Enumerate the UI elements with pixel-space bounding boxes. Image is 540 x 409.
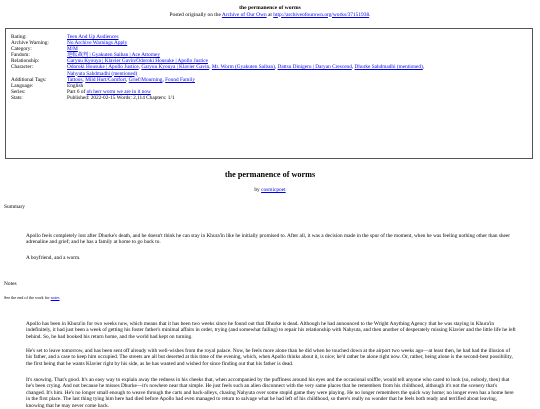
tag-link[interactable]: Grief/Mourning: [128, 76, 163, 83]
summary-paragraph: A boyfriend, and a worm.: [26, 255, 81, 261]
rating-link[interactable]: Teen And Up Audiences: [67, 34, 119, 40]
rating-label: Rating:: [11, 34, 27, 40]
stats-label: Stats:: [11, 94, 23, 101]
character-link[interactable]: Dhurke Sahdmadhi (mentioned): [354, 64, 423, 71]
category-label: Category:: [11, 46, 32, 53]
character-link[interactable]: Nahyuta Sahdmadhi (mentioned): [67, 70, 138, 77]
header-title: the permanence of worms: [239, 5, 301, 11]
meta-row-tags: Additional Tags: Tattoos, Mild Hurt/Comfort, Grief/Mourning, Found Family: [11, 76, 195, 83]
language-value: English: [67, 82, 84, 89]
warning-link[interactable]: No Archive Warnings Apply: [67, 40, 128, 47]
work-url-link[interactable]: http://archiveofourown.org/works/37151938: [273, 11, 370, 18]
meta-row-series: Series: Part 6 of oh herr worm we are in it now: [11, 88, 151, 95]
body-paragraph: He's set to leave tomorrow, and has been sent off already with well-wishes from the royal palace. Now, he feels more alone than he did when he touched down at the airport two weeks ago—at least then, he had had the illusion of his father, and a case to keep him occupied. The streets are all but deserted at this time of the evening, which, when Apollo thinks about it, is nice; he'd rather be alone right now. Or, rather, being alone is the second-best possibility, the first being that he wants Klavier right by his side, as he has wanted and wished for since finding out that his father is dead.: [26, 348, 513, 367]
body-paragraph: It's snowing. That's good. It's an easy way to explain away the redness in his cheeks that, when accompanied by the puffiness around his eyes and the occasional sniffle, would tell anyone who cared to look (so, nobody, then) that he's been crying. And not because he misses Dhurke—it's nowhere near that simple. He just feels such an alien disconnect with the very same places that he remembers from his childhood, although it's not the scenery that's changed. It's him. He's no longer small enough to weave through the carts and back-alleys, chasing Nahyuta over some stupid game they were playing. He no longer remembers the quick way home; no longer even has a home here in the first place. The last thing tying him here had died before Apollo had even managed to return to salvage what he had left of his childhood, so there's really no wonder that he feels both ready and terrified about leaving, knowing that he may never come back.: [26, 377, 514, 409]
fandom-link[interactable]: 逆転裁判 | Gyakuten Saiban | Ace Attorney: [67, 52, 161, 59]
character-link[interactable]: Garyuu Kyouya | Klavier Gavin: [141, 64, 210, 71]
work-meta-box: [5, 28, 533, 159]
notes-heading: Notes: [4, 281, 17, 287]
warning-label: Archive Warning:: [11, 40, 49, 47]
byline: by cosmicpoet: [254, 187, 286, 193]
work-title: the permanence of worms: [224, 170, 316, 179]
archive-link[interactable]: Archive of Our Own: [221, 11, 267, 18]
stats-value: Published: 2022-02-15 Words: 2,114 Chapters: 1/1: [67, 94, 175, 101]
tag-link[interactable]: Mild Hurt/Comfort: [85, 76, 126, 83]
relationship-label: Relationship:: [11, 58, 40, 65]
tag-link[interactable]: Found Family: [165, 76, 195, 83]
category-link[interactable]: M/M: [67, 46, 78, 53]
meta-table: [11, 34, 424, 101]
work-header: [0, 0, 540, 18]
meta-row-character: Character: Odoroki Housuke | Apollo Justice, Garyuu Kyouya | Klavier Gavin, Mr. Worm (Gyakuten Saiban), Dattsu Dinigeru | Daryan Crescend, Dhurke Sahdmadhi (mentioned), Nahyuta Sahdmadhi (mentioned): [11, 64, 425, 77]
body-paragraph: Apollo has been in Khura'in for two weeks now, which means that it has been two weeks since he found out that Dhurke is dead. Although he had announced to the Wright Anything Agency that he was staying in Khura'in indefinitely, it had just been a week of getting his foster father's minimal affairs in order, trying (and somewhat failing) to repair his relationship with Nahyuta, and then another of desperately missing Klavier and the little life he left behind. So, he had booked his return home, and the world had kept on turning.: [26, 321, 516, 340]
character-label: Character:: [11, 64, 34, 71]
language-label: Language:: [11, 82, 34, 89]
character-link[interactable]: Odoroki Housuke | Apollo Justice: [67, 64, 139, 71]
author-link[interactable]: cosmicpoet: [261, 187, 286, 193]
notes-pointer: See the end of the work for notes: [4, 295, 60, 300]
tag-link[interactable]: Tattoos: [67, 76, 83, 83]
fandom-label: Fandom:: [11, 52, 30, 59]
notes-link[interactable]: notes: [50, 295, 60, 300]
series-label: Series:: [11, 88, 26, 95]
summary-heading: Summary: [4, 204, 25, 210]
series-link[interactable]: oh herr worm we are in it now: [86, 88, 151, 95]
relationship-link[interactable]: Garyuu Kyouya | Klavier Gavin/Odoroki Housuke | Apollo Justice: [67, 58, 208, 65]
posted-line: Posted originally on the Archive of Our Own at http://archiveofourown.org/works/37151938.: [169, 11, 371, 18]
summary-paragraph: Apollo feels completely lost after Dhurke's death, and he doesn't think he can stay in Khura'in like he initially promised to. After all, it was a decision made in the spur of the moment, when he was feeling nothing other than sheer adrenaline and grief; and he has a family at home to go back to.: [26, 233, 511, 246]
character-link[interactable]: Dattsu Dinigeru | Daryan Crescend: [277, 64, 352, 71]
meta-row-stats: [11, 95, 424, 101]
tags-label: Additional Tags:: [11, 76, 47, 83]
character-link[interactable]: Mr. Worm (Gyakuten Saiban): [211, 64, 275, 71]
